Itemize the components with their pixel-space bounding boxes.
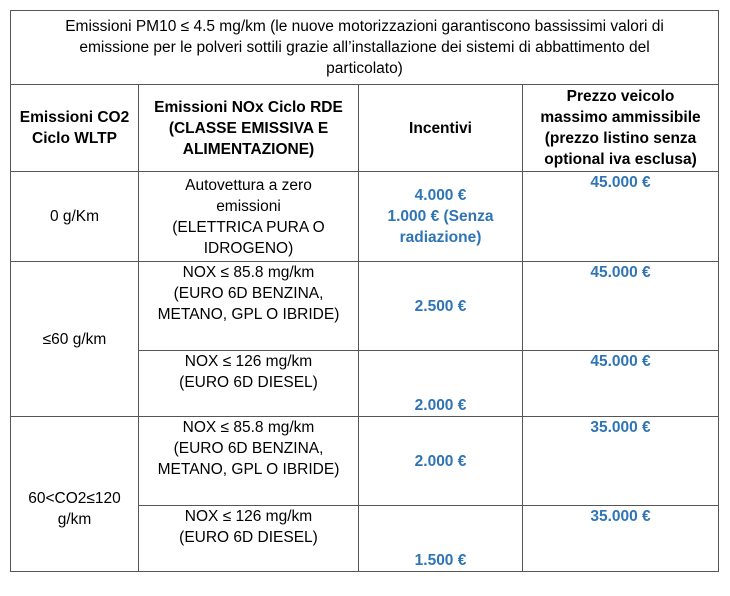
nox-cell: NOX ≤ 85.8 mg/km (EURO 6D BENZINA, METANO, GPL O IBRIDE) xyxy=(139,262,359,351)
incentivi-cell: 4.000 € 1.000 € (Senza radiazione) xyxy=(359,172,523,262)
table-row xyxy=(11,262,719,351)
col-header-prezzo: Prezzo veicolo massimo ammissibile (prezzo listino senza optional iva esclusa) xyxy=(523,85,719,172)
co2-cell: ≤60 g/km xyxy=(11,262,139,417)
nox-cell: Autovettura a zero emissioni (ELETTRICA PURA O IDROGENO) xyxy=(139,172,359,262)
prezzo-cell: 35.000 € xyxy=(523,506,719,572)
table-row xyxy=(11,172,719,262)
incentivi-cell: 1.500 € xyxy=(359,506,523,572)
nox-cell: NOX ≤ 85.8 mg/km (EURO 6D BENZINA, METANO, GPL O IBRIDE) xyxy=(139,417,359,506)
col-header-nox: Emissioni NOx Ciclo RDE (CLASSE EMISSIVA E ALIMENTAZIONE) xyxy=(139,85,359,172)
prezzo-cell: 35.000 € xyxy=(523,417,719,506)
prezzo-cell: 45.000 € xyxy=(523,351,719,417)
nox-cell: NOX ≤ 126 mg/km (EURO 6D DIESEL) xyxy=(139,506,359,572)
col-header-incentivi: Incentivi xyxy=(359,85,523,172)
co2-cell: 60<CO2≤120 g/km xyxy=(11,417,139,572)
prezzo-cell: 45.000 € xyxy=(523,172,719,262)
incentivi-cell: 2.000 € xyxy=(359,351,523,417)
header-note-row xyxy=(11,11,719,85)
incentivi-cell: 2.500 € xyxy=(359,262,523,351)
co2-cell: 0 g/Km xyxy=(11,172,139,262)
incentives-table xyxy=(10,10,719,572)
col-header-co2: Emissioni CO2 Ciclo WLTP xyxy=(11,85,139,172)
nox-cell: NOX ≤ 126 mg/km (EURO 6D DIESEL) xyxy=(139,351,359,417)
pm10-note: Emissioni PM10 ≤ 4.5 mg/km (le nuove motorizzazioni garantiscono bassissimi valori di emissione per le polveri sottili grazie all’installazione dei sistemi di abbattimento del particolato) xyxy=(11,11,719,85)
column-header-row xyxy=(11,85,719,172)
table-row xyxy=(11,417,719,506)
prezzo-cell: 45.000 € xyxy=(523,262,719,351)
incentivi-cell: 2.000 € xyxy=(359,417,523,506)
